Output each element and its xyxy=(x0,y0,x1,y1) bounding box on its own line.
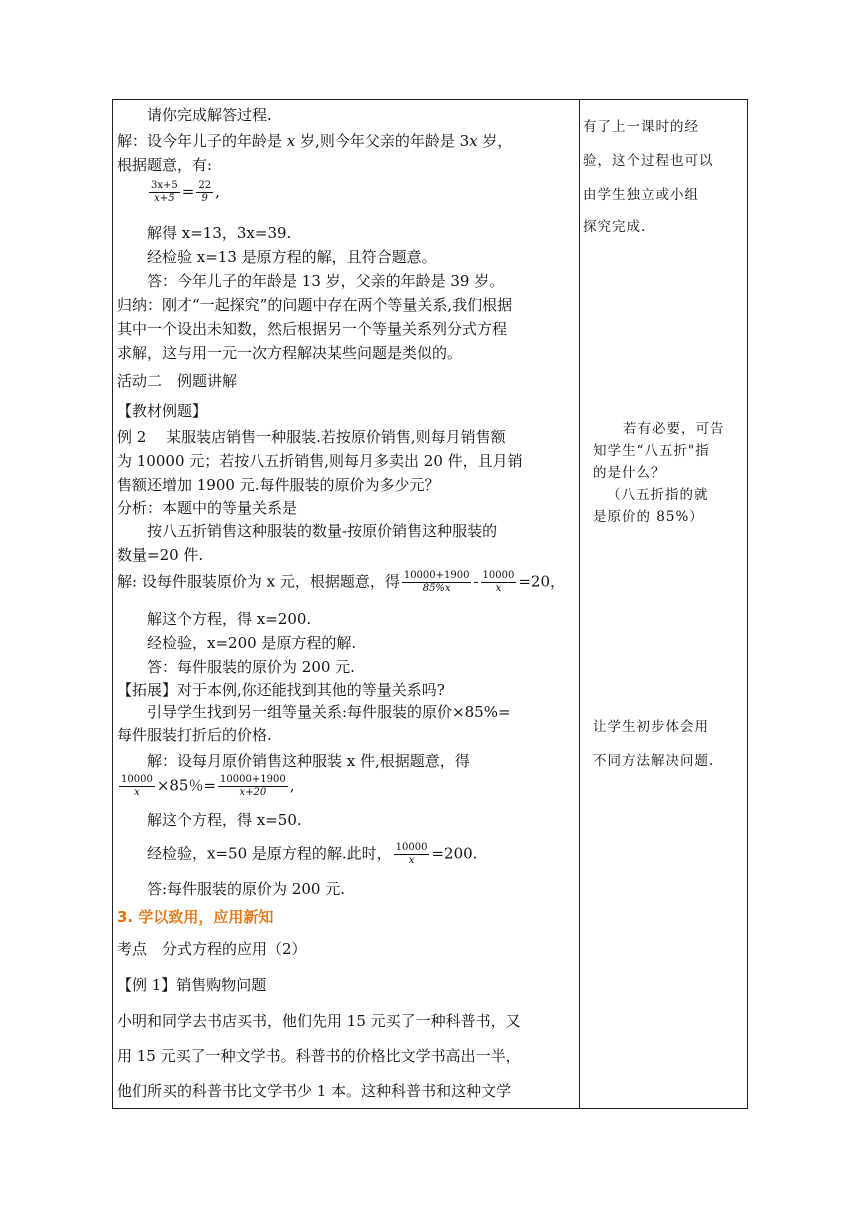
text-line: 解：设每月原价销售这种服装 x 件,根据题意，得 xyxy=(147,752,470,770)
text-line: 归纳：刚才“一起探究”的问题中存在两个等量关系,我们根据 xyxy=(117,296,513,314)
fraction: $\frac{10000}{x}$ xyxy=(121,774,153,798)
text-line: 他们所买的科普书比文学书少 1 本。这种科普书和这种文学 xyxy=(117,1082,512,1100)
section-title: 3. 学以致用，应用新知 xyxy=(117,908,274,926)
text-line: 【拓展】对于本例,你还能找到其他的等量关系吗? xyxy=(117,681,445,699)
text-line: 请你完成解答过程. xyxy=(147,106,272,124)
text-line: 分析：本题中的等量关系是 xyxy=(117,499,298,517)
text-line: 解这个方程，得 x=200. xyxy=(147,610,312,628)
text-line: 解得 x=13，3x=39. xyxy=(147,224,292,242)
text-line: 【例 1】销售购物问题 xyxy=(117,976,267,994)
text-line: 其中一个设出未知数，然后根据另一个等量关系列分式方程 xyxy=(117,320,508,338)
text-line: 例 2 某服装店销售一种服装.若按原价销售,则每月销售额 xyxy=(117,428,506,446)
text-line: 解：设今年儿子的年龄是 x 岁,则今年父亲的年龄是 3x 岁， xyxy=(117,132,513,150)
note-line: 探究完成. xyxy=(583,219,647,235)
text-line: 引导学生找到另一组等量关系:每件服装的原价×85%= xyxy=(147,703,511,721)
text-line: 答：每件服装的原价为 200 元. xyxy=(147,658,355,676)
fraction: $\frac{10000+1900}{85\%x}$ xyxy=(403,570,470,594)
text-line: 答：今年儿子的年龄是 13 岁，父亲的年龄是 39 岁。 xyxy=(147,272,505,290)
text-line: 答:每件服装的原价为 200 元. xyxy=(147,880,345,898)
note-line: 知学生“八五折"指 xyxy=(593,443,710,459)
text-line: 为 10000 元；若按八五折销售,则每月多卖出 20 件，且月销 xyxy=(117,452,523,470)
text-line: 经检验 x=13 是原方程的解，且符合题意。 xyxy=(147,248,437,266)
lesson-table xyxy=(112,99,748,1109)
text-line: 考点 分式方程的应用（2） xyxy=(117,940,307,958)
equation-line: $\frac{10000}{x}$ ×85％= $\frac{10000+1900}{x+20}$ , xyxy=(121,774,295,798)
note-line: 验，这个过程也可以 xyxy=(583,153,714,169)
section-heading: 活动二 例题讲解 xyxy=(117,372,238,390)
text-line: 数量=20 件. xyxy=(117,546,204,564)
equation-line: $\frac{3x+5}{x+5}$ = $\frac{22}{9}$ , xyxy=(151,180,220,204)
note-line: （八五折指的就 xyxy=(607,487,709,503)
text-line: 解这个方程，得 x=50. xyxy=(147,811,302,829)
note-line: 若有必要，可告 xyxy=(623,421,725,437)
note-line: 让学生初步体会用 xyxy=(593,719,709,735)
text-line: 按八五折销售这种服装的数量-按原价销售这种服装的 xyxy=(147,522,498,540)
text-line: 小明和同学去书店买书，他们先用 15 元买了一种科普书，又 xyxy=(117,1012,521,1030)
text-line: 售额还增加 1900 元.每件服装的原价为多少元？ xyxy=(117,476,440,494)
note-line: 有了上一课时的经 xyxy=(583,119,699,135)
section-heading: 【教材例题】 xyxy=(117,402,208,420)
note-line: 由学生独立或小组 xyxy=(583,187,699,203)
text-line: 每件服装打折后的价格. xyxy=(117,726,272,744)
text-line: 求解，这与用一元一次方程解决某些问题是类似的。 xyxy=(117,344,463,362)
fraction: $\frac{3x+5}{x+5}$ xyxy=(151,180,178,204)
text-line: 经检验，x=200 是原方程的解. xyxy=(147,634,357,652)
note-line: 是原价的 85%） xyxy=(593,509,704,525)
note-line: 不同方法解决问题. xyxy=(593,753,715,769)
fraction: $\frac{10000}{x}$ xyxy=(395,842,428,866)
fraction: $\frac{22}{9}$ xyxy=(198,180,212,204)
note-line: 的是什么？ xyxy=(593,465,666,481)
fraction: $\frac{10000}{x}$ xyxy=(482,570,515,594)
text-line: 用 15 元买了一种文学书。科普书的价格比文学书高出一半， xyxy=(117,1047,521,1065)
equation-line: 经检验，x=50 是原方程的解.此时， $\frac{10000}{x}$ =200. xyxy=(147,842,478,866)
column-divider xyxy=(579,100,580,1108)
equation-line: 解: 设每件服装原价为 x 元，根据题意，得 $\frac{10000+1900}{85\%x}$ - $\frac{10000}{x}$ =20， xyxy=(117,570,566,594)
text-line: 根据题意，有: xyxy=(117,156,213,174)
fraction: $\frac{10000+1900}{x+20}$ xyxy=(220,774,286,798)
